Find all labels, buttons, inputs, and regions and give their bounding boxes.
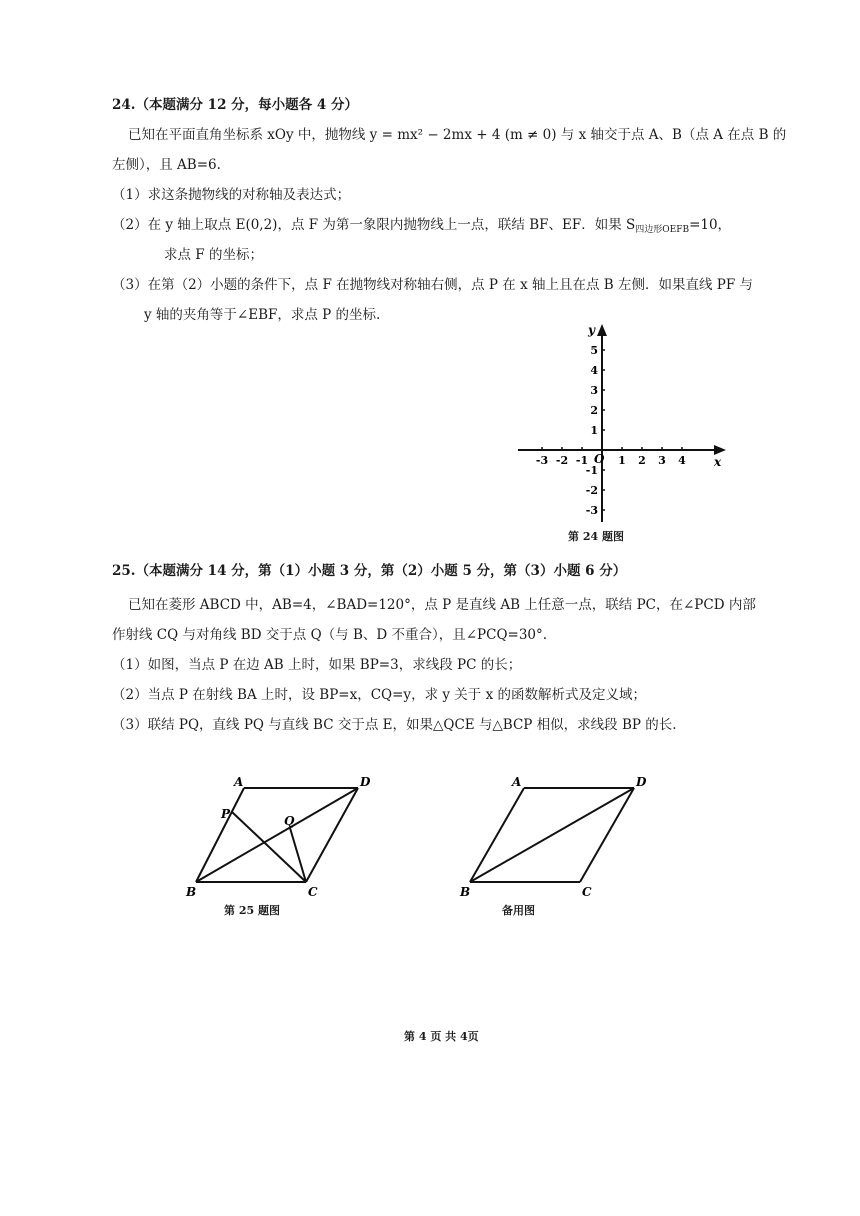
q25-fig2-label-d: D: [636, 775, 647, 789]
q24-x-tick-label: -3: [535, 454, 549, 467]
q24-y-tick-label: 4: [590, 364, 598, 377]
q24-part2-subscript: 四边形OEFB: [635, 225, 690, 235]
q25-part3: （3）联结 PQ，直线 PQ 与直线 BC 交于点 E，如果△QCE 与△BCP 相似，求线段 BP 的长.: [112, 717, 677, 733]
q24-y-tick-label: -1: [585, 464, 598, 477]
q25-fig1-label-a: A: [234, 775, 244, 789]
q24-x-tick-label: 3: [658, 454, 666, 467]
q24-x-tick-label: 2: [638, 454, 646, 467]
q24-x-tick-label: -2: [555, 454, 569, 467]
q25-fig2-label-a: A: [512, 775, 522, 789]
q24-x-tick-label: 1: [618, 454, 626, 467]
q24-part1: （1）求这条抛物线的对称轴及表达式；: [112, 187, 351, 203]
q25-spare-figure: [450, 770, 670, 900]
q25-part1: （1）如图，当点 P 在边 AB 上时，如果 BP=3，求线段 PC 的长；: [112, 657, 522, 673]
q24-x-tick-label: -1: [575, 454, 589, 467]
q24-y-tick-label: -2: [585, 484, 598, 497]
q25-fig2-label-b: B: [460, 885, 471, 899]
q24-part3-line1: （3）在第（2）小题的条件下，点 F 在抛物线对称轴右侧，点 P 在 x 轴上且在点 B 左侧．如果直线 PF 与: [112, 277, 754, 293]
q24-y-axis-label: y: [588, 323, 595, 337]
q25-spare-edge-ab: [470, 788, 524, 882]
q24-y-tick-label: 2: [590, 404, 598, 417]
q24-stem-line2: 左侧），且 AB=6.: [112, 157, 221, 173]
q25-stem-line2: 作射线 CQ 与对角线 BD 交于点 Q（与 B、D 不重合），且∠PCQ=30°.: [112, 627, 548, 643]
q25-header: 25.（本题满分 14 分，第（1）小题 3 分，第（2）小题 5 分，第（3）小题 6 分）: [112, 563, 627, 579]
q25-figure-caption: 第 25 题图: [224, 904, 280, 917]
q24-part2: [112, 216, 731, 239]
q24-header: 24.（本题满分 12 分，每小题各 4 分）: [112, 97, 358, 113]
q24-x-tick-label: 4: [678, 454, 686, 467]
q24-origin-label: O: [594, 452, 605, 466]
q24-x-axis-label: x: [714, 455, 722, 469]
q24-y-tick-label: 1: [590, 424, 598, 437]
q25-fig2-label-c: C: [582, 885, 592, 899]
q24-part2-tail: =10，: [689, 217, 732, 233]
q25-spare-edge-dc: [580, 788, 634, 882]
q25-fig1-label-c: C: [308, 885, 318, 899]
q25-rhombus-figure: [176, 770, 396, 900]
q24-stem-line1: 已知在平面直角坐标系 xOy 中，抛物线 y = mx² − 2mx + 4 (m ≠ 0) 与 x 轴交于点 A、B（点 A 在点 B 的: [128, 127, 787, 143]
q25-fig1-label-q: Q: [284, 814, 295, 828]
q24-part3-line2: y 轴的夹角等于∠EBF，求点 P 的坐标.: [144, 307, 381, 323]
q24-y-tick-label: -3: [585, 504, 598, 517]
q25-spare-caption: 备用图: [502, 904, 535, 917]
q24-y-tick-label: 3: [590, 384, 598, 397]
q24-y-axis-arrow: [597, 324, 607, 336]
q25-fig1-label-d: D: [360, 775, 371, 789]
q25-stem-line1: 已知在菱形 ABCD 中，AB=4，∠BAD=120°，点 P 是直线 AB 上任意一点，联结 PC，在∠PCD 内部: [128, 597, 756, 613]
q24-figure-caption: 第 24 题图: [568, 530, 624, 543]
q25-fig1-label-p: P: [221, 807, 231, 821]
q25-spare-diagonal-bd: [470, 788, 634, 882]
q24-part2-text: （2）在 y 轴上取点 E(0,2)，点 F 为第一象限内抛物线上一点，联结 BF、EF．如果 S: [112, 217, 636, 233]
q24-x-axis-arrow: [714, 445, 726, 455]
page-footer: 第 4 页 共 4页: [404, 1030, 479, 1043]
q24-coordinate-figure: [510, 318, 740, 538]
q24-part2-line2: 求点 F 的坐标；: [164, 247, 263, 263]
q24-y-tick-label: 5: [590, 344, 598, 357]
q25-part2: （2）当点 P 在射线 BA 上时，设 BP=x，CQ=y，求 y 关于 x 的函数解析式及定义域；: [112, 687, 646, 703]
q25-fig1-label-b: B: [186, 885, 197, 899]
